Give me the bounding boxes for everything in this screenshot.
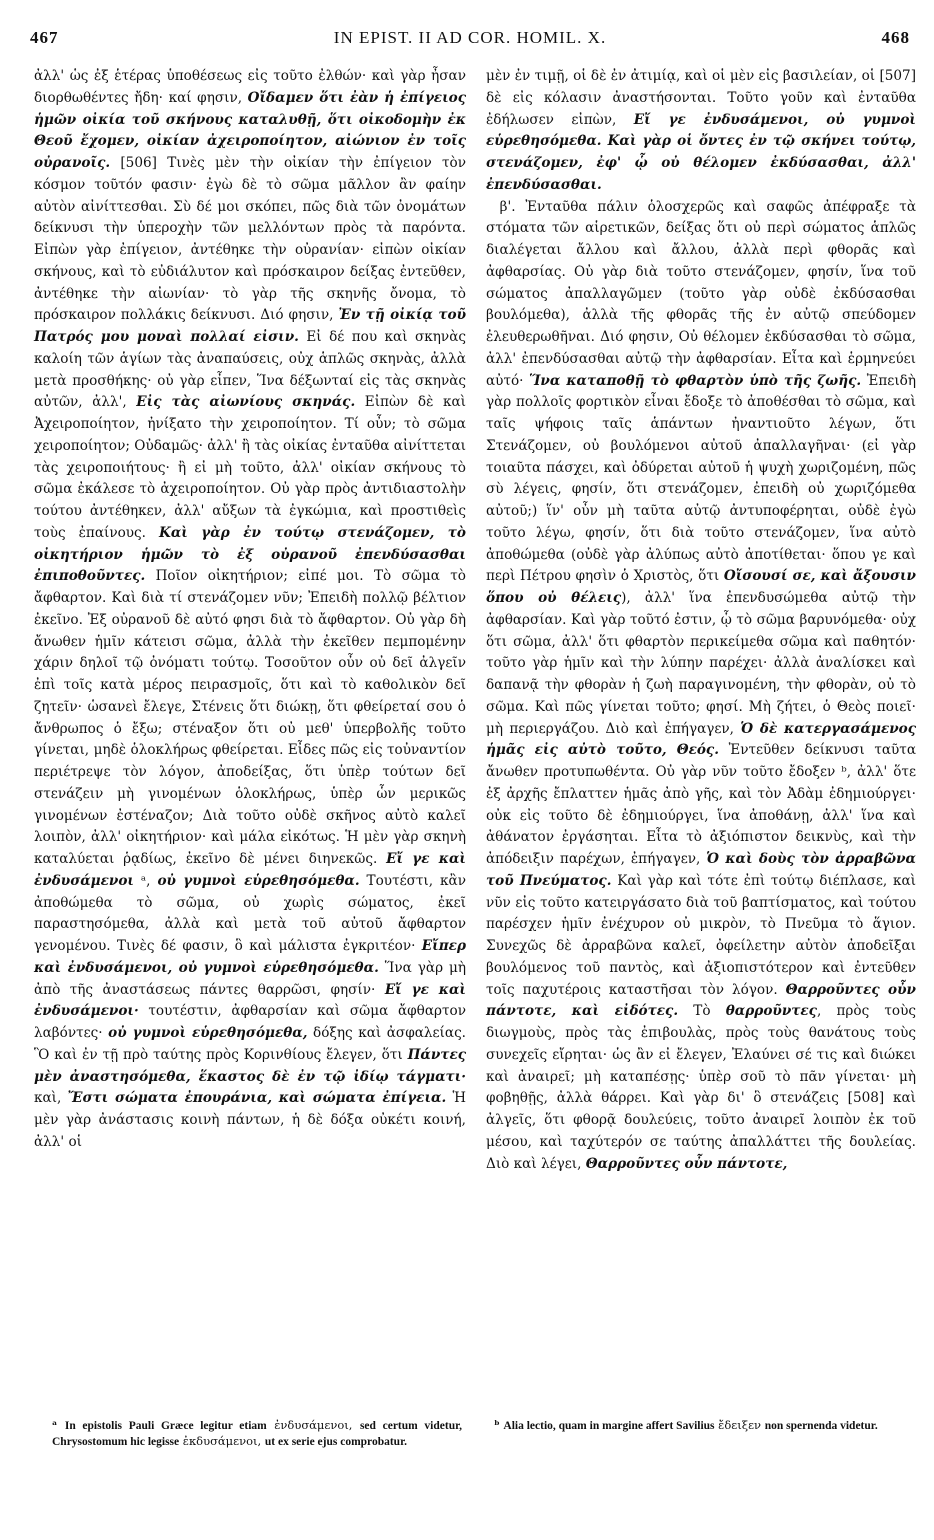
footnote-a-marker: ᵃ bbox=[52, 1418, 58, 1432]
text-run: [506] Τινὲς μὲν τὴν οἰκίαν τὴν ἐπίγειον τὸν κόσμον τοῦτόν φασιν· ἐγὼ δὲ τὸ σῶμα μᾶλλον ἂν φαίην αὐτὸν αἰνίττεσθαι. Σὺ δέ μοι σκόπει, πῶς διὰ τῶν ὀνομάτων δείκνυσι τὴν ὑπεροχὴν τῶν μελλόντων πρὸς τὰ παρόντα. Εἰπὼν γὰρ ἐπίγειον, ἀντέθηκε τὴν οὐρανίαν· εἰπὼν οἰκίαν σκήνους, καὶ τὸ εὐδιάλυτον καὶ πρόσκαιρον δείξας ἐντεῦθεν, ἀντέθηκε τὴν αἰωνίαν· τὸ γὰρ τῆς σκηνῆς ὄνομα, τὸ πρόσκαιρον πολλάκις δείκνυσι. Διό φησιν, bbox=[34, 155, 466, 324]
footnote-b-text: Alia lectio, quam in margine affert Savilius bbox=[503, 1420, 715, 1432]
footnote-a-text: sed certum videtur, Chrysostomum hic legisse bbox=[52, 1420, 463, 1448]
scripture-quote: Ἔστι σώματα ἐπουράνια, καὶ σώματα ἐπίγεια. bbox=[67, 1090, 447, 1107]
text-run: Τὸ bbox=[678, 1003, 726, 1020]
footnote-b-marker: ᵇ bbox=[494, 1418, 500, 1432]
scripture-quote: Πάντες μὲν ἀναστησόμεθα, ἕκαστος δὲ ἐν τῷ ἰδίῳ τάγματι· bbox=[34, 1046, 466, 1085]
text-run: Ἡ μὲν γὰρ ἀνάστασις κοινὴ πάντων, ἡ δὲ δόξα οὐκέτι κοινή, ἀλλ' οἱ bbox=[34, 1090, 467, 1150]
page-number-left: 467 bbox=[30, 28, 59, 47]
scripture-quote: Εἴ γε καὶ ἐνδυσάμενοι bbox=[34, 851, 466, 889]
text-run: τουτέστιν, ἀφθαρσίαν καὶ σῶμα ἄφθαρτον λαβόντες· bbox=[34, 1003, 466, 1041]
right-column-paragraph-1 bbox=[486, 66, 916, 197]
text-run: , πρὸς τοὺς διωγμοὺς, πρὸς τὰς ἐπιβουλὰς, πρὸς τοὺς θανάτους τοὺς συνεχεῖς εἴρηται· ὡς ἂν εἰ ἔλεγεν, Ἐλαύνει σέ τις καὶ διώκει καὶ ἀναιρεῖ; μὴ καταπέσῃς· ὑπὲρ σοῦ τὸ πᾶν γίνεται· μὴ φοβηθῇς, ἀλλὰ θάρρει. Καὶ γὰρ δι' ὃ στενάζεις [508] καὶ ἀλγεῖς, ὅτι φθορᾷ δουλεύεις, τοῦτο ἀναιρεῖ λοιπὸν ἐκ τοῦ μέσου, καὶ ταχύτερόν σε ταύτης ἀπαλλάττει τῆς δουλείας. Διὸ καὶ λέγει, bbox=[486, 1003, 916, 1172]
text-run: Ἐπειδὴ γὰρ πολλοῖς φορτικὸν εἶναι ἔδοξε τὸ ἀποθέσθαι τὸ σῶμα, καὶ ταῖς ψήφοις ταῖς ἁπάντων ἠναντιοῦτο λέγων, ὅτι Στενάζομεν, οὐ βουλόμενοι αὐτοῦ ἀπαλλαγῆναι· (εἰ γὰρ τοιαῦτα πάσχει, καὶ ὀδύρεται αὐτοῦ ἡ ψυχὴ χωριζομένη, πῶς σὺ λέγεις, φησίν, ὅτι στενάζομεν, ἐπειδὴ οὐ χωριζόμεθα αὐτοῦ;) ἵν' οὖν μὴ ταῦτα αὐτῷ ἀντυποφέρηται, οὐδὲ ἐγὼ τοῦτο λέγω, φησίν, ὅτι διὰ τοῦτο στενάζομεν, ἵνα αὐτὸ ἀποθώμεθα (οὐδὲ γὰρ ἀλύπως αὐτὸ ἀποτίθεται· ὅπου γε καὶ περὶ Πέτρου φησὶν ὁ Χριστὸς, ὅτι bbox=[486, 372, 916, 585]
scripture-quote: Θαρροῦντες οὖν πάντοτε, καὶ εἰδότες. bbox=[486, 981, 916, 1020]
footnote-a-text: ut ex serie ejus comprobatur. bbox=[264, 1436, 407, 1448]
text-run: Εἰπὼν δὲ καὶ Ἀχειροποίητον, ἠνίξατο τὴν χειροποίητον. Τί οὖν; τὸ σῶμα χειροποίητον; Οὐδαμῶς· ἀλλ' ἢ τὰς οἰκίας ἐνταῦθα αἰνίττεται τὰς χειροποιήτους· ἢ εἰ μὴ τοῦτο, ἀλλ' οἰκίαν σκήνους τὸ σῶμα ἐκάλεσε τὸ ἀχειροποίητον. Οὐ γὰρ πρὸς ἀντιδιαστολὴν τούτου ἀντέθηκεν, ἀλλ' αὔξων τὰ ἐγκώμια, καὶ προστιθεὶς τοὺς ἐπαίνους. bbox=[34, 394, 466, 541]
scripture-quote: Ὁ δὲ κατεργασάμενος ἡμᾶς εἰς αὐτὸ τοῦτο, Θεός. bbox=[486, 720, 917, 759]
left-column-text bbox=[34, 66, 466, 1154]
text-run: , ἀλλ' ὅτε ἐξ ἀρχῆς ἔπλαττεν ἡμᾶς ἀπὸ γῆς, καὶ τὸν Ἀδὰμ ἐδημιούργει· οὐκ εἰς τοῦτο δὲ ἐδημιούργει, ἵνα ἀποθάνῃ, ἀλλ' ἵνα καὶ ἀθάνατον ἐργάσηται. Εἶτα τὸ ἀξιόπιστον δεικνὺς, καὶ τὴν ἀπόδειξιν παρέχων, ἐπήγαγεν, bbox=[486, 764, 916, 867]
scripture-quote: Ἵνα καταποθῇ τὸ φθαρτὸν ὑπὸ τῆς ζωῆς. bbox=[529, 372, 862, 389]
right-column-paragraph-2 bbox=[486, 197, 916, 1176]
footnote-a bbox=[52, 1418, 462, 1450]
text-run: μὲν ἐν τιμῇ, οἱ δὲ ἐν ἀτιμίᾳ, καὶ οἱ μὲν εἰς βασιλείαν, οἱ [507] δὲ εἰς κόλασιν ἀναστήσονται. Τοῦτο γοῦν καὶ ἐνταῦθα ἐδήλωσεν εἰπὼν, bbox=[486, 68, 916, 128]
scripture-quote: Εἴπερ καὶ ἐνδυσάμενοι, οὐ γυμνοὶ εὑρεθησόμεθα. bbox=[34, 938, 466, 976]
scripture-quote: οὐ γυμνοὶ εὑρεθησόμεθα. bbox=[157, 872, 360, 889]
text-run: Ἐνταῦθα πάλιν ὁλοσχερῶς καὶ σαφῶς ἀπέφραξε τὰ στόματα τῶν αἱρετικῶν, δείξας ὅτι οὐ περὶ σώματος ἁπλῶς διαλέγεται ἄλλου καὶ ἄλλου, ἀλλὰ περὶ φθορᾶς καὶ ἀφθαρσίας. Οὐ γὰρ διὰ τοῦτο στενάζομεν, φησίν, ἵνα τοῦ σώματος ἀπαλλαγῶμεν (τοῦτο γὰρ οὐδὲ ἐκδύσασθαι βουλόμεθα), ἀλλὰ τῆς φθορᾶς τῆς ἐν αὐτῷ σπεύδομεν ἐλευθερωθῆναι. Διό φησιν, Οὐ θέλομεν ἐκδύσασθαι τὸ σῶμα, ἀλλ' ἐπενδύσασθαι αὐτῷ τὴν ἀφθαρσίαν. Εἶτα καὶ ἑρμηνεύει αὐτό· bbox=[486, 198, 916, 389]
scripture-quote: Ὁ καὶ δοὺς τὸν ἀρραβῶνα τοῦ Πνεύματος. bbox=[486, 851, 916, 889]
running-header bbox=[30, 28, 910, 54]
text-run: Καὶ γὰρ καὶ τότε ἐπὶ τούτῳ διέπλασε, καὶ νῦν εἰς τοῦτο κατειργάσατο διὰ τοῦ βαπτίσματος, καὶ τούτου παρέσχεν ἡμῖν ἐνέχυρον οὐ μικρὸν, τὸ Πνεῦμα τὸ ἅγιον. Συνεχῶς δὲ ἀρραβῶνα καλεῖ, ὀφείλετην αὐτὸν ἀποδεῖξαι βουλόμενος τοῦ παντὸς, καὶ ἀξιοπιστότερον καὶ ἐντεῦθεν τοῖς παχυτέροις καταστῆσαι τὸν λόγον. bbox=[486, 872, 917, 998]
footnote-b-text: non spernenda videtur. bbox=[764, 1420, 878, 1432]
text-run: καὶ, bbox=[34, 1090, 68, 1107]
scripture-quote: Ἐν τῇ οἰκίᾳ τοῦ Πατρός μου μοναὶ πολλαί εἰσιν. bbox=[34, 307, 467, 345]
footnote-a-greek: ἐνδυσάμενοι, bbox=[266, 1418, 360, 1432]
footnote-b bbox=[494, 1418, 914, 1434]
scripture-quote: Εἴ γε ἐνδυσάμενοι, οὐ γυμνοὶ εὑρεθησόμεθα. Καὶ γὰρ οἱ ὄντες ἐν τῷ σκήνει τούτῳ, στενάζομεν, ἐφ' ᾧ οὐ θέλομεν ἐκδύσασθαι, ἀλλ' ἐπενδύσασθαι. bbox=[486, 111, 917, 193]
footnote-reference-a[interactable]: ᵃ, bbox=[133, 872, 158, 889]
text-run: Τουτέστι, κἂν ἀποθώμεθα τὸ σῶμα, οὐ χωρὶς σώματος, ἐκεῖ παραστησόμεθα, ἀλλὰ καὶ μετὰ τοῦ αὐτοῦ ἄφθαρτον γενομένου. Τινὲς δέ φασιν, ὃ καὶ μάλιστα ἐγκριτέον· bbox=[34, 872, 466, 954]
footnote-b-greek: ἔδειξεν bbox=[714, 1418, 765, 1432]
text-run: ἀλλ' ὡς ἐξ ἑτέρας ὑποθέσεως εἰς τοῦτο ἐλθών· καὶ γὰρ ἦσαν διορθωθέντες ἤδη· καί φησιν, bbox=[34, 68, 466, 106]
left-column bbox=[34, 66, 466, 1154]
text-run: ), ἀλλ' ἵνα ἐπενδυσώμεθα αὐτῷ τὴν ἀφθαρσίαν. Καὶ γὰρ τοῦτό ἐστιν, ᾧ τὸ σῶμα βαρυνόμεθα· οὐχ ὅτι σῶμα, ἀλλ' ὅτι φθαρτὸν περικείμεθα σῶμα καὶ παθητόν· τοῦτο γὰρ ἡμῖν καὶ τὴν λύπην παρέχει· ἀλλὰ ἀναλίσκει καὶ δαπανᾷ τὴν φθορὰν ἡ ζωὴ παραγινομένη, τὴν φθορὰν, οὐ τὸ σῶμα. Καὶ πῶς γίνεται τοῦτο; φησί. Μὴ ζήτει, ὁ Θεὸς ποιεῖ· μὴ περιεργάζου. Διὸ καὶ ἐπήγαγεν, bbox=[486, 590, 916, 737]
page-number-right: 468 bbox=[881, 28, 910, 47]
scripture-quote: Θαρροῦντες οὖν πάντοτε, bbox=[585, 1155, 788, 1172]
scripture-quote: Οἴδαμεν ὅτι ἐὰν ἡ ἐπίγειος ἡμῶν οἰκία τοῦ σκήνους καταλυθῇ, ὅτι οἰκοδομὴν ἐκ Θεοῦ ἔχομεν, οἰκίαν ἀχειροποίητον, αἰώνιον ἐν τοῖς οὐρανοῖς. bbox=[34, 89, 466, 171]
scripture-quote: θαρροῦντες bbox=[725, 1003, 817, 1020]
footnote-reference-b[interactable]: ᵇ bbox=[841, 764, 847, 780]
scripture-quote: Καὶ γὰρ ἐν τούτῳ στενάζομεν, τὸ οἰκητήριον ἡμῶν τὸ ἐξ οὐρανοῦ ἐπενδύσασθαι ἐπιποθοῦντες. bbox=[34, 524, 466, 585]
scripture-quote: Εἴ γε καὶ ἐνδυσάμενοι· bbox=[34, 981, 466, 1020]
running-title: IN EPIST. II AD COR. HOMIL. X. bbox=[333, 28, 607, 47]
text-run: Ποῖον οἰκητήριον; εἰπέ μοι. Τὸ σῶμα τὸ ἄφθαρτον. Καὶ διὰ τί στενάζομεν νῦν; Ἐπειδὴ πολλῷ βέλτιον ἐκεῖνο. Ἐξ οὐρανοῦ δὲ αὐτό φησι διὰ τὸ ἄφθαρτον. Οὐ γὰρ δὴ ἄνωθεν ἡμῖν κάτεισι σῶμα, ἀλλὰ τὴν ἐκεῖθεν πεμπομένην χάριν δηλοῖ τῷ ὀνόματι τούτῳ. Τοσοῦτον οὖν οὐ δεῖ ἀλγεῖν ἐπὶ τοῖς κατὰ μέρος πειρασμοῖς, ὅτι καὶ τὸ καθολικὸν δεῖ ζητεῖν· ὡσανεὶ ἔλεγε, Στένεις ὅτι διώκῃ, ὅτι φθείρεταί σου ὁ ἄνθρωπος ὁ ἔξω; στέναξον ὅτι οὐ μεθ' ὑπερβολῆς τοῦτο γίνεται, μηδὲ ὁλοκλήρως φθείρεται. Εἶδες πῶς εἰς τοὐναντίον περιέτρεψε τὸν λόγον, ἀποδείξας, ὅτι ὑπὲρ τούτων δεῖ στενάζειν μὴ γινομένων ὁλοκλήρως, ὑπὲρ ὧν μερικῶς γινομένων ἐστέναζον; Διὰ τοῦτο οὐδὲ σκῆνος αὐτὸ καλεῖ λοιπὸν, ἀλλ' οἰκητήριον· καὶ μάλα εἰκότως. Ἡ μὲν γὰρ σκηνὴ καταλύεται ῥᾳδίως, ἐκεῖνο δὲ μένει διηνεκῶς. bbox=[34, 568, 466, 867]
text-run: Ἵνα γὰρ μὴ ἀπὸ τῆς ἀναστάσεως πάντες θαρρῶσι, φησίν· bbox=[34, 959, 466, 998]
text-run: δόξης καὶ ἀσφαλείας. Ὃ καὶ ἐν τῇ πρὸ ταύτης πρὸς Κορινθίους ἔλεγεν, ὅτι bbox=[34, 1025, 466, 1063]
footnote-a-text: In epistolis Pauli Græce legitur etiam bbox=[64, 1420, 267, 1432]
text-run: Εἰ δέ που καὶ σκηνὰς καλοίη τῶν ἁγίων τὰς ἀναπαύσεις, οὐχ ἁπλῶς σκηνὰς, ἀλλὰ μετὰ προσθήκης· οὐ γὰρ εἶπεν, Ἵνα δέξωνταί εἰς τὰς σκηνὰς αὐτῶν, ἀλλ', bbox=[34, 329, 466, 411]
footnote-a-greek: ἐκδυσάμενοι, bbox=[179, 1434, 265, 1448]
right-column bbox=[486, 66, 916, 1175]
scripture-quote: Οἴσουσί σε, καὶ ἄξουσιν ὅπου οὐ θέλεις bbox=[486, 568, 916, 606]
text-run: Ἐντεῦθεν δείκνυσι ταῦτα ἄνωθεν προτυπωθέντα. Οὐ γὰρ νῦν τοῦτο ἔδοξεν bbox=[486, 742, 917, 780]
scripture-quote: Εἰς τὰς αἰωνίους σκηνάς. bbox=[136, 394, 356, 411]
section-number: β'. bbox=[499, 198, 516, 215]
scripture-quote: οὐ γυμνοὶ εὑρεθησόμεθα, bbox=[108, 1025, 308, 1041]
